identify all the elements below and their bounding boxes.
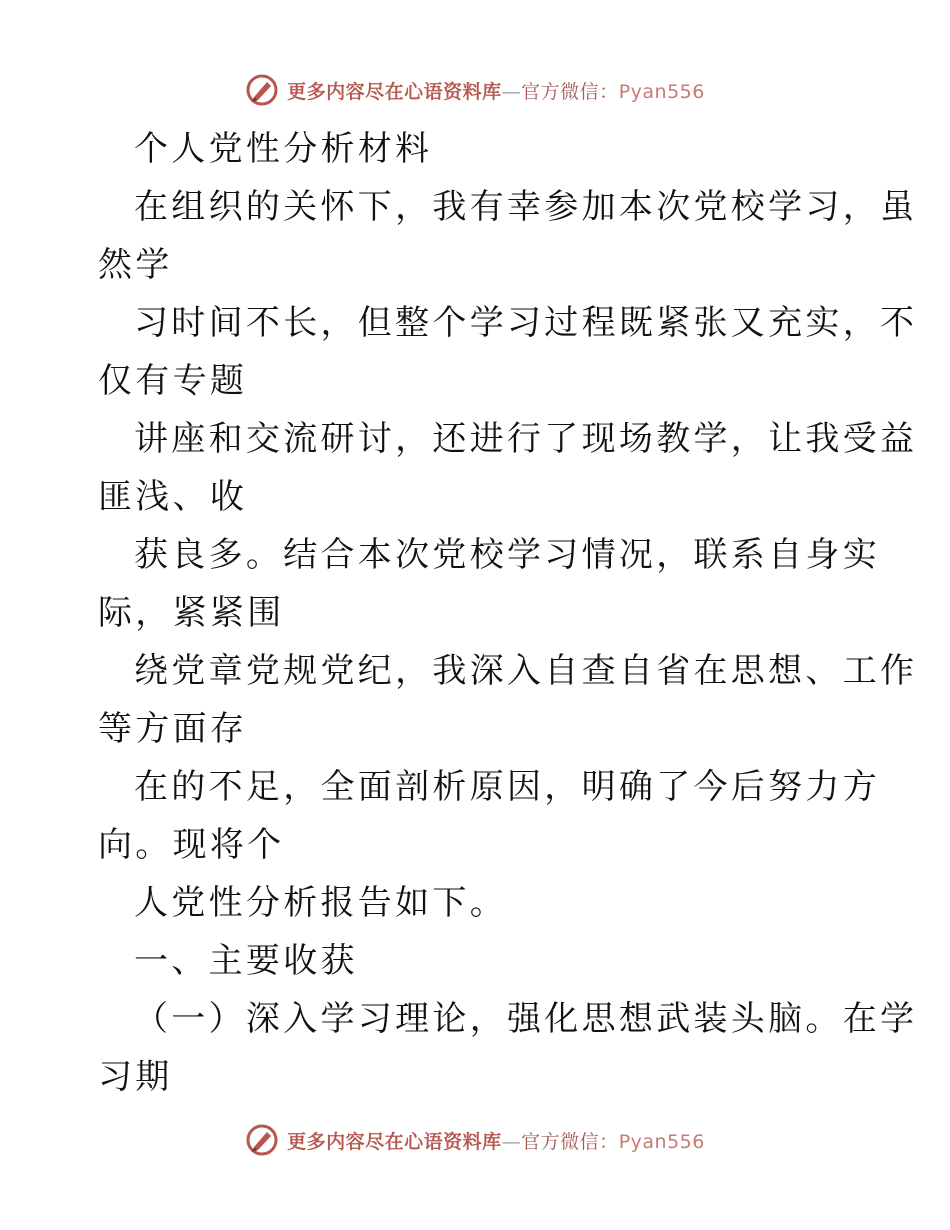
text-line: （一）深入学习理论，强化思想武装头脑。在学 (134, 999, 918, 1039)
text-line: 在的不足，全面剖析原因，明确了今后努力方 (134, 767, 880, 807)
watermark-wechat-label: 官方微信： (521, 80, 619, 103)
watermark-separator: — (501, 80, 522, 103)
text-line: 绕党章党规党纪，我深入自查自省在思想、工作 (134, 651, 918, 691)
watermark-wechat-label: 官方微信： (521, 1130, 619, 1153)
document-title: 个人党性分析材料 (134, 129, 433, 169)
watermark-wechat-id: Pyan556 (618, 80, 705, 103)
text-line: 获良多。结合本次党校学习情况，联系自身实 (134, 535, 880, 575)
text-line: 习期 (98, 1057, 173, 1097)
pen-logo-icon (245, 73, 279, 107)
text-line: 一、主要收获 (134, 941, 358, 981)
document-body (98, 120, 918, 1106)
text-line: 然学 (98, 245, 173, 285)
text-line: 仅有专题 (98, 361, 248, 401)
text-line: 在组织的关怀下，我有幸参加本次党校学习，虽 (134, 187, 918, 227)
text-line: 际，紧紧围 (98, 593, 285, 633)
text-line: 人党性分析报告如下。 (134, 883, 507, 923)
watermark-wechat-id: Pyan556 (618, 1130, 705, 1153)
watermark-separator: — (501, 1130, 522, 1153)
text-line: 习时间不长，但整个学习过程既紧张又充实，不 (134, 303, 918, 343)
pen-logo-icon (245, 1123, 279, 1157)
text-line: 匪浅、收 (98, 477, 248, 517)
text-line: 讲座和交流研讨，还进行了现场教学，让我受益 (134, 419, 918, 459)
watermark-text (287, 1127, 705, 1154)
watermark-site-name: 更多内容尽在心语资料库 (287, 1130, 502, 1153)
watermark-site-name: 更多内容尽在心语资料库 (287, 80, 502, 103)
watermark-text (287, 77, 705, 104)
text-line: 向。现将个 (98, 825, 285, 865)
watermark-header (0, 72, 950, 108)
text-line: 等方面存 (98, 709, 248, 749)
watermark-footer (0, 1122, 950, 1158)
